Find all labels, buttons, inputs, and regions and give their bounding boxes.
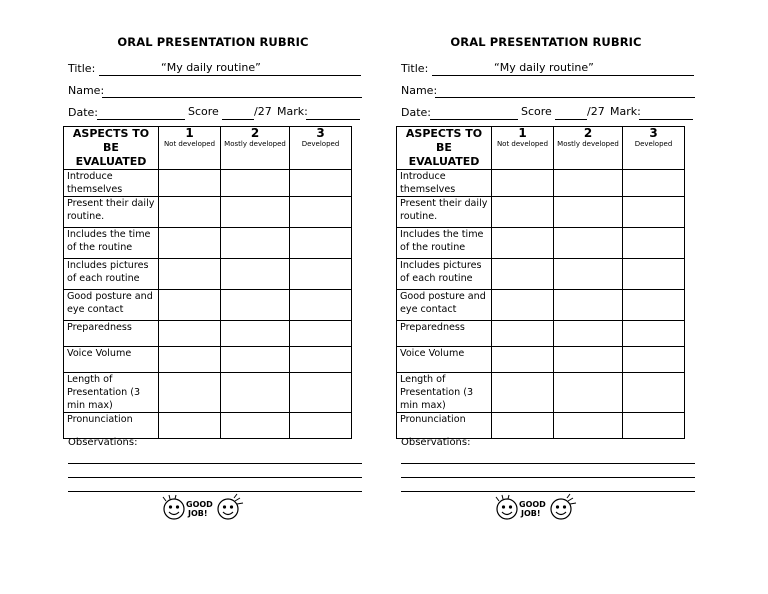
score-label: Score — [188, 105, 219, 118]
aspect-cell: Voice Volume — [64, 347, 159, 373]
score-total: /27 — [587, 105, 605, 118]
title-underline — [99, 75, 361, 76]
table-row — [64, 413, 352, 439]
aspect-cell: Good posture and eye contact — [64, 290, 159, 321]
rubric-title: ORAL PRESENTATION RUBRIC — [117, 35, 309, 49]
score-cell-level-3[interactable] — [623, 413, 685, 439]
aspect-cell: Length of Presentation (3 min max) — [64, 373, 159, 413]
score-cell-level-2[interactable] — [554, 228, 623, 259]
score-cell-level-2[interactable] — [554, 347, 623, 373]
svg-text:JOB!: JOB! — [188, 509, 208, 518]
aspect-cell: Good posture and eye contact — [397, 290, 492, 321]
score-cell-level-3[interactable] — [290, 197, 352, 228]
level-header-3 — [290, 127, 352, 170]
table-row — [397, 321, 685, 347]
score-cell-level-1[interactable] — [492, 228, 554, 259]
date-score-line — [63, 104, 363, 120]
score-cell-level-3[interactable] — [623, 228, 685, 259]
name-label: Name: — [401, 84, 438, 97]
table-row — [397, 197, 685, 228]
score-cell-level-3[interactable] — [290, 373, 352, 413]
level-header-1 — [159, 127, 221, 170]
title-line — [63, 60, 363, 76]
score-cell-level-3[interactable] — [290, 170, 352, 197]
score-cell-level-2[interactable] — [221, 290, 290, 321]
date-underline — [430, 119, 518, 120]
observations-label: Observations: — [401, 437, 471, 448]
score-cell-level-3[interactable] — [623, 170, 685, 197]
observation-line[interactable] — [401, 491, 695, 492]
table-row — [397, 347, 685, 373]
aspect-cell: Length of Presentation (3 min max) — [397, 373, 492, 413]
aspect-cell: Pronunciation — [397, 413, 492, 439]
table-header-row — [64, 127, 352, 170]
table-header-row — [397, 127, 685, 170]
score-cell-level-2[interactable] — [554, 197, 623, 228]
title-label: Title: — [68, 62, 96, 75]
score-cell-level-2[interactable] — [221, 413, 290, 439]
name-label: Name: — [68, 84, 105, 97]
aspects-header: ASPECTS TO BE EVALUATED — [64, 127, 159, 170]
table-row — [64, 321, 352, 347]
table-row — [64, 170, 352, 197]
name-line — [396, 82, 696, 98]
observation-line[interactable] — [68, 477, 362, 478]
table-row — [64, 228, 352, 259]
score-cell-level-2[interactable] — [554, 373, 623, 413]
level-number: 3 — [316, 126, 325, 140]
mark-underline — [306, 119, 360, 120]
aspects-header: ASPECTS TO BE EVALUATED — [397, 127, 492, 170]
score-cell-level-2[interactable] — [554, 413, 623, 439]
title-value: “My daily routine” — [494, 61, 594, 74]
score-cell-level-2[interactable] — [554, 290, 623, 321]
level-header-3 — [623, 127, 685, 170]
good-job-logo — [493, 493, 579, 523]
observation-line[interactable] — [401, 477, 695, 478]
score-cell-level-3[interactable] — [623, 259, 685, 290]
score-cell-level-1[interactable] — [492, 197, 554, 228]
title-underline — [432, 75, 694, 76]
date-score-line — [396, 104, 696, 120]
aspect-cell: Preparedness — [397, 321, 492, 347]
score-cell-level-1[interactable] — [159, 259, 221, 290]
aspect-cell: Introduce themselves — [64, 170, 159, 197]
level-number: 1 — [185, 126, 194, 140]
score-cell-level-2[interactable] — [221, 321, 290, 347]
level-description: Mostly developed — [224, 140, 286, 148]
score-label: Score — [521, 105, 552, 118]
aspect-cell: Introduce themselves — [397, 170, 492, 197]
level-description: Not developed — [163, 140, 216, 148]
observation-line[interactable] — [401, 463, 695, 464]
table-row — [64, 197, 352, 228]
score-cell-level-2[interactable] — [554, 170, 623, 197]
score-cell-level-1[interactable] — [159, 321, 221, 347]
title-line — [396, 60, 696, 76]
aspect-cell: Includes the time of the routine — [397, 228, 492, 259]
good-job-logo — [160, 493, 246, 523]
score-cell-level-3[interactable] — [290, 347, 352, 373]
score-underline — [555, 119, 587, 120]
svg-text:JOB!: JOB! — [521, 509, 541, 518]
table-row — [64, 373, 352, 413]
level-number: 3 — [649, 126, 658, 140]
title-value: “My daily routine” — [161, 61, 261, 74]
table-row — [64, 347, 352, 373]
aspect-cell: Present their daily routine. — [64, 197, 159, 228]
score-cell-level-1[interactable] — [159, 170, 221, 197]
score-cell-level-1[interactable] — [159, 373, 221, 413]
level-description: Not developed — [496, 140, 549, 148]
score-cell-level-1[interactable] — [492, 259, 554, 290]
date-underline — [97, 119, 185, 120]
score-cell-level-1[interactable] — [492, 413, 554, 439]
rubric-table — [63, 126, 352, 439]
rubric-left — [63, 0, 363, 594]
level-number: 2 — [250, 126, 260, 140]
rubric-table — [396, 126, 685, 439]
date-label: Date: — [68, 106, 98, 119]
level-header-2 — [221, 127, 290, 170]
score-cell-level-2[interactable] — [221, 197, 290, 228]
level-number: 1 — [518, 126, 527, 140]
score-underline — [222, 119, 254, 120]
mark-label: Mark: — [277, 105, 308, 118]
score-cell-level-3[interactable] — [290, 290, 352, 321]
score-cell-level-3[interactable] — [290, 228, 352, 259]
aspect-cell: Includes pictures of each routine — [64, 259, 159, 290]
aspect-cell: Preparedness — [64, 321, 159, 347]
score-cell-level-3[interactable] — [290, 321, 352, 347]
table-row — [397, 413, 685, 439]
observations-label: Observations: — [68, 437, 138, 448]
name-underline — [435, 97, 695, 98]
score-cell-level-2[interactable] — [221, 347, 290, 373]
score-cell-level-2[interactable] — [221, 259, 290, 290]
date-label: Date: — [401, 106, 431, 119]
score-cell-level-1[interactable] — [492, 170, 554, 197]
score-cell-level-2[interactable] — [221, 228, 290, 259]
aspect-cell: Includes the time of the routine — [64, 228, 159, 259]
score-total: /27 — [254, 105, 272, 118]
title-label: Title: — [401, 62, 429, 75]
score-cell-level-2[interactable] — [554, 321, 623, 347]
aspect-cell: Voice Volume — [397, 347, 492, 373]
svg-text:GOOD: GOOD — [186, 500, 213, 509]
score-cell-level-1[interactable] — [159, 413, 221, 439]
rubric-title: ORAL PRESENTATION RUBRIC — [450, 35, 642, 49]
score-cell-level-2[interactable] — [221, 170, 290, 197]
score-cell-level-1[interactable] — [159, 290, 221, 321]
score-cell-level-1[interactable] — [492, 290, 554, 321]
observation-line[interactable] — [68, 491, 362, 492]
name-underline — [102, 97, 362, 98]
table-row — [397, 373, 685, 413]
table-row — [397, 228, 685, 259]
level-description: Mostly developed — [557, 140, 619, 148]
score-cell-level-1[interactable] — [159, 197, 221, 228]
score-cell-level-3[interactable] — [623, 290, 685, 321]
aspect-cell: Present their daily routine. — [397, 197, 492, 228]
level-number: 2 — [583, 126, 593, 140]
level-description: Developed — [634, 140, 673, 148]
score-cell-level-1[interactable] — [159, 347, 221, 373]
mark-underline — [639, 119, 693, 120]
observation-line[interactable] — [68, 463, 362, 464]
aspect-cell: Includes pictures of each routine — [397, 259, 492, 290]
table-row — [64, 290, 352, 321]
score-cell-level-1[interactable] — [492, 347, 554, 373]
score-cell-level-2[interactable] — [221, 373, 290, 413]
level-header-2 — [554, 127, 623, 170]
level-description: Developed — [301, 140, 340, 148]
score-cell-level-3[interactable] — [623, 197, 685, 228]
score-cell-level-3[interactable] — [623, 347, 685, 373]
name-line — [63, 82, 363, 98]
score-cell-level-1[interactable] — [492, 321, 554, 347]
score-cell-level-1[interactable] — [159, 228, 221, 259]
table-row — [64, 259, 352, 290]
aspect-cell: Pronunciation — [64, 413, 159, 439]
score-cell-level-1[interactable] — [492, 373, 554, 413]
svg-text:GOOD: GOOD — [519, 500, 546, 509]
score-cell-level-3[interactable] — [623, 321, 685, 347]
score-cell-level-3[interactable] — [290, 413, 352, 439]
mark-label: Mark: — [610, 105, 641, 118]
score-cell-level-3[interactable] — [290, 259, 352, 290]
level-header-1 — [492, 127, 554, 170]
rubric-right — [396, 0, 696, 594]
table-row — [397, 259, 685, 290]
score-cell-level-3[interactable] — [623, 373, 685, 413]
table-row — [397, 170, 685, 197]
table-row — [397, 290, 685, 321]
score-cell-level-2[interactable] — [554, 259, 623, 290]
